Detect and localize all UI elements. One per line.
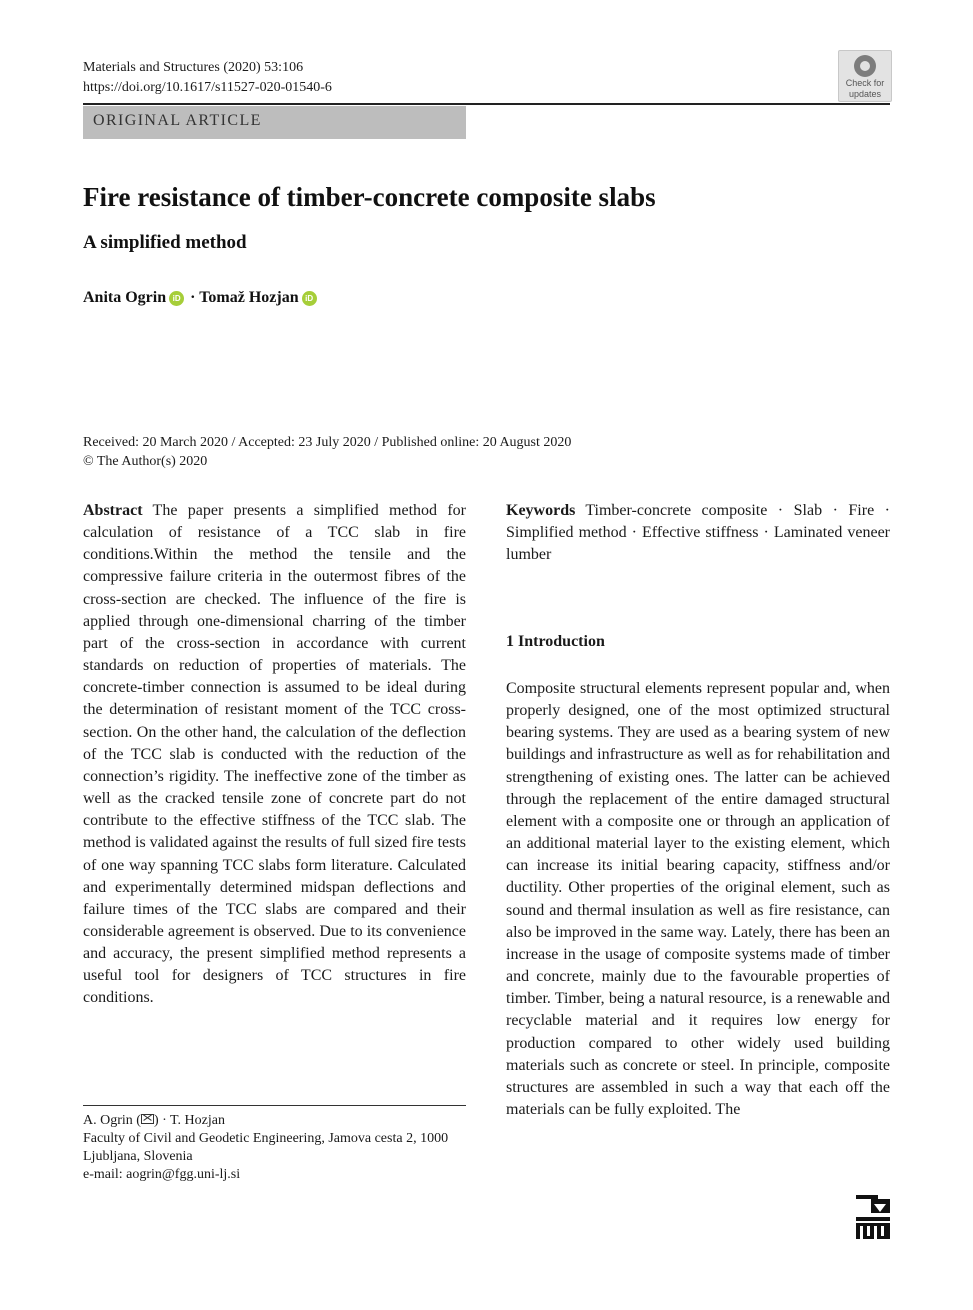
check-for-updates-label-2: updates — [848, 89, 882, 99]
check-for-updates-badge[interactable] — [838, 50, 892, 102]
orcid-icon[interactable]: iD — [169, 291, 184, 306]
author-footnote — [83, 1112, 466, 1184]
copyright-line: © The Author(s) 2020 — [83, 454, 208, 469]
journal-header — [83, 58, 332, 98]
section-heading-introduction: 1 Introduction — [506, 633, 605, 650]
author-list — [83, 289, 319, 307]
footnote-authors — [83, 1112, 466, 1130]
author-name[interactable]: Tomaž Hozjan — [199, 289, 299, 306]
envelope-icon[interactable] — [141, 1114, 154, 1124]
footnote-rule — [83, 1105, 466, 1106]
keywords-text: Timber-concrete composite · Slab · Fire · Simplified method · Effective stiffness · Laminated veneer lumber — [506, 502, 890, 564]
publication-dates — [83, 433, 571, 471]
article-type-label: ORIGINAL ARTICLE — [93, 112, 262, 129]
article-title: Fire resistance of timber-concrete composite slabs — [83, 182, 656, 212]
check-for-updates-icon — [854, 55, 876, 77]
keywords-label: Keywords — [506, 502, 576, 519]
publisher-logo-icon — [856, 1195, 890, 1239]
author-name[interactable]: Anita Ogrin — [83, 289, 167, 306]
history-dates: Received: 20 March 2020 / Accepted: 23 July 2020 / Published online: 20 August 2020 — [83, 435, 572, 450]
footnote-email[interactable]: e-mail: aogrin@fgg.uni-lj.si — [83, 1167, 241, 1182]
introduction-text: Composite structural elements represent popular and, when properly designed, one of the most optimized structural bearing systems. They are used as a bearing system of new buildings and infrastructure as well as for rehabilitation and strengthening of existing ones. The latter can be achieved through the replacement of the entire damaged structural element with a composite one or through an application of an additional material layer to the existing element, which can increase its initial bearing capacity, stiffness and/or ductility. Other properties of the original element, such as sound and thermal insulation as well as fire resistance, can also be improved in the same way. Lately, there has been an increase in the usage of composite systems made of timber and concrete, mainly due to the favourable properties of timber. Timber, being a natural resource, is a renewable and recyclable material and it requires low energy for production compared to other widely used building materials such as concrete or steel. In principle, composite structures are assembled in such a way that each off the materials can be fully exploited. The — [506, 680, 890, 1118]
orcid-icon[interactable]: iD — [302, 291, 317, 306]
doi-link[interactable]: https://doi.org/10.1617/s11527-020-01540-6 — [83, 80, 332, 95]
journal-citation: Materials and Structures (2020) 53:106 — [83, 60, 304, 75]
abstract-label: Abstract — [83, 502, 143, 519]
header-rule — [83, 103, 890, 105]
check-for-updates-label-1: Check for — [845, 78, 885, 88]
footnote-author-b: ) · T. Hozjan — [153, 1113, 225, 1128]
article-subtitle: A simplified method — [83, 232, 247, 253]
author-separator: · — [190, 289, 196, 306]
footnote-affiliation: Faculty of Civil and Geodetic Engineering, Jamova cesta 2, 1000 Ljubljana, Slovenia — [83, 1131, 449, 1164]
article-type-banner — [83, 106, 466, 139]
abstract-text: The paper presents a simplified method for calculation of resistance of a TCC slab in fire conditions.Within the method the tensile and the compressive failure criteria in the outermost fibres of the cross-section are checked. The influence of the fire is applied through one-dimensional charring of the timber part of the cross-section in accordance with current standards on reduction of properties of materials. The concrete-timber connection is assumed to be ideal during the determination of resistant moment of the TCC cross-section. On the other hand, the calculation of the deflection of the TCC slab is conducted with the reduction of the connection’s rigidity. The ineffective zone of the timber as well as the cracked tensile zone of concrete part do not contribute to the effective stiffness of the TCC slab. The method is validated against the results of full sized fire tests of one way spanning TCC slabs form literature. Calculated and experimentally determined midspan deflections and failure times of the TCC slabs are compared and their considerable agreement is observed. Due to its convenience and accuracy, the present simplified method represents a useful tool for designers of TCC structures in fire conditions. — [83, 502, 467, 1007]
footnote-author-a: A. Ogrin ( — [83, 1113, 141, 1128]
keywords — [506, 500, 890, 566]
abstract — [83, 500, 466, 1010]
